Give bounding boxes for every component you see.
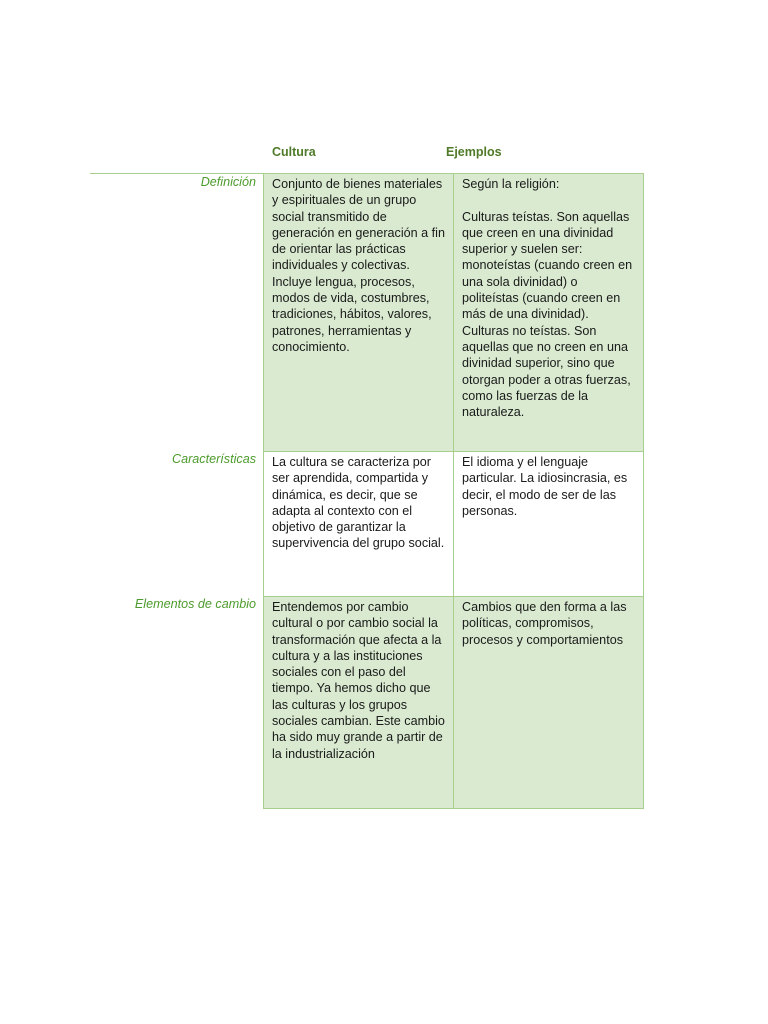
table-top-rule xyxy=(90,173,264,174)
culture-table xyxy=(263,173,644,809)
row-label-elementos-de-cambio: Elementos de cambio xyxy=(134,597,256,611)
table-row xyxy=(264,174,644,452)
table-row xyxy=(264,452,644,597)
cell-definicion-ejemplos: Según la religión: Culturas teístas. Son aquellas que creen en una divinidad superior y suelen ser: monoteístas (cuando creen en una sola divinidad) o politeístas (cuando creen en más de una divinidad). Culturas no teístas. Son aquellas que no creen en una divinidad superior, sino que otorgan poder a otras fuerzas, como las fuerzas de la naturaleza. xyxy=(454,174,644,452)
table-row xyxy=(264,597,644,809)
column-header-ejemplos: Ejemplos xyxy=(446,145,502,159)
cell-definicion-cultura: Conjunto de bienes materiales y espirituales de un grupo social transmitido de generación en generación a fin de orientar las prácticas individuales y colectivas. Incluye lengua, procesos, modos de vida, costumbres, tradiciones, hábitos, valores, patrones, herramientas y conocimiento. xyxy=(264,174,454,452)
cell-elementos-ejemplos: Cambios que den forma a las políticas, compromisos, procesos y comportamientos xyxy=(454,597,644,809)
row-label-caracteristicas: Características xyxy=(172,452,256,466)
row-label-definicion: Definición xyxy=(200,175,256,189)
cell-caracteristicas-cultura: La cultura se caracteriza por ser aprendida, compartida y dinámica, es decir, que se adapta al contexto con el objetivo de garantizar la supervivencia del grupo social. xyxy=(264,452,454,597)
cell-caracteristicas-ejemplos: El idioma y el lenguaje particular. La idiosincrasia, es decir, el modo de ser de las personas. xyxy=(454,452,644,597)
column-header-cultura: Cultura xyxy=(272,145,316,159)
cell-elementos-cultura: Entendemos por cambio cultural o por cambio social la transformación que afecta a la cultura y a las instituciones sociales con el paso del tiempo. Ya hemos dicho que las culturas y los grupos sociales cambian. Este cambio ha sido muy grande a partir de la industrialización xyxy=(264,597,454,809)
